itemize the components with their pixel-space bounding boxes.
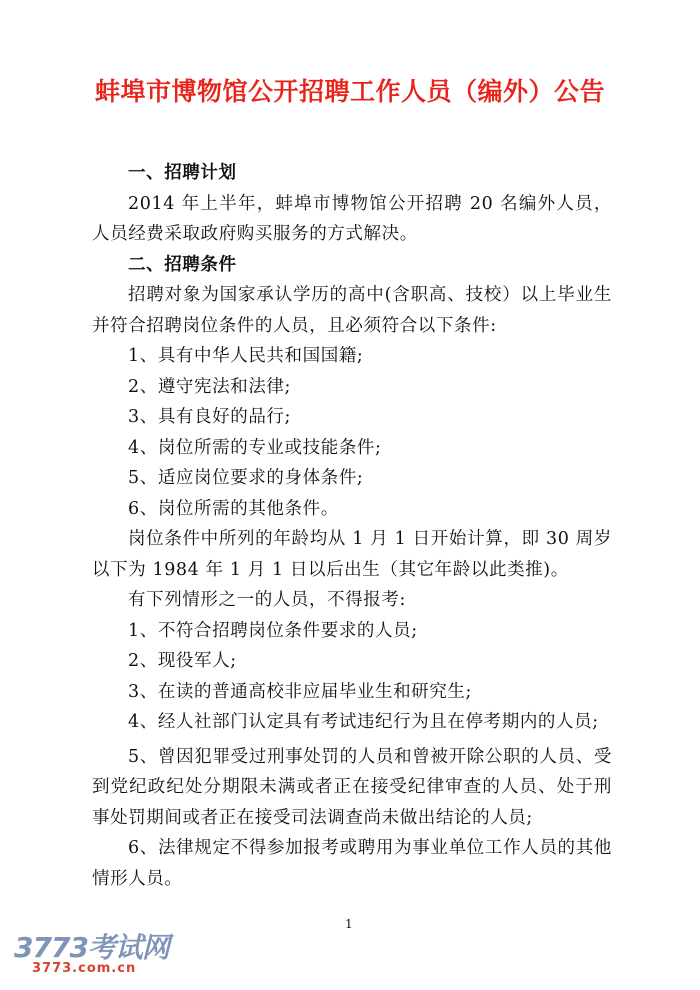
document-body: [92, 158, 612, 894]
condition-item-6: 6、岗位所需的其他条件。: [128, 498, 339, 519]
section-heading-recruitment-plan: 一、招聘计划: [128, 163, 237, 183]
paragraph-age-calculation: 岗位条件中所列的年龄均从 1 月 1 日开始计算，即 30 周岁以下为 1984 年 1 月 1 日以后出生（其它年龄以此类推)。: [92, 529, 612, 580]
watermark-main-text: 3773考试网: [14, 931, 169, 964]
exclusion-item-2: 2、现役军人;: [128, 651, 237, 671]
condition-item-1: 1、具有中华人民共和国国籍;: [128, 346, 364, 366]
document-title: 蚌埠市博物馆公开招聘工作人员（编外）公告: [94, 77, 605, 106]
page-number: 1: [345, 917, 353, 931]
section-heading-recruitment-conditions: 二、招聘条件: [128, 254, 237, 275]
condition-item-2: 2、遵守宪法和法律;: [128, 376, 292, 397]
condition-item-3: 3、具有良好的品行;: [128, 407, 292, 427]
watermark-url-text: 3773.com.cn: [32, 961, 137, 976]
exclusion-item-4: 4、经人社部门认定具有考试违纪行为且在停考期内的人员;: [128, 712, 599, 732]
exclusion-item-3: 3、在读的普通高校非应届毕业生和研究生;: [128, 681, 473, 702]
paragraph-plan-details: 2014 年上半年，蚌埠市博物馆公开招聘 20 名编外人员，人员经费采取政府购买服务的方式解决。: [92, 193, 612, 244]
site-watermark-logo: [14, 926, 184, 986]
exclusion-item-6: 6、法律规定不得参加报考或聘用为事业单位工作人员的其他情形人员。: [92, 838, 612, 889]
exclusion-item-5: 5、曾因犯罪受过刑事处罚的人员和曾被开除公职的人员、受到党纪政纪处分期限未满或者正在接受纪律审查的人员、处于刑事处罚期间或者正在接受司法调查尚未做出结论的人员;: [92, 746, 612, 828]
condition-item-5: 5、适应岗位要求的身体条件;: [128, 468, 364, 488]
paragraph-eligibility: 招聘对象为国家承认学历的高中(含职高、技校）以上毕业生并符合招聘岗位条件的人员，且必须符合以下条件:: [92, 285, 612, 336]
exclusion-item-1: 1、不符合招聘岗位条件要求的人员;: [128, 620, 418, 641]
paragraph-exclusions-intro: 有下列情形之一的人员，不得报考:: [128, 590, 406, 610]
condition-item-4: 4、岗位所需的专业或技能条件;: [128, 437, 382, 458]
